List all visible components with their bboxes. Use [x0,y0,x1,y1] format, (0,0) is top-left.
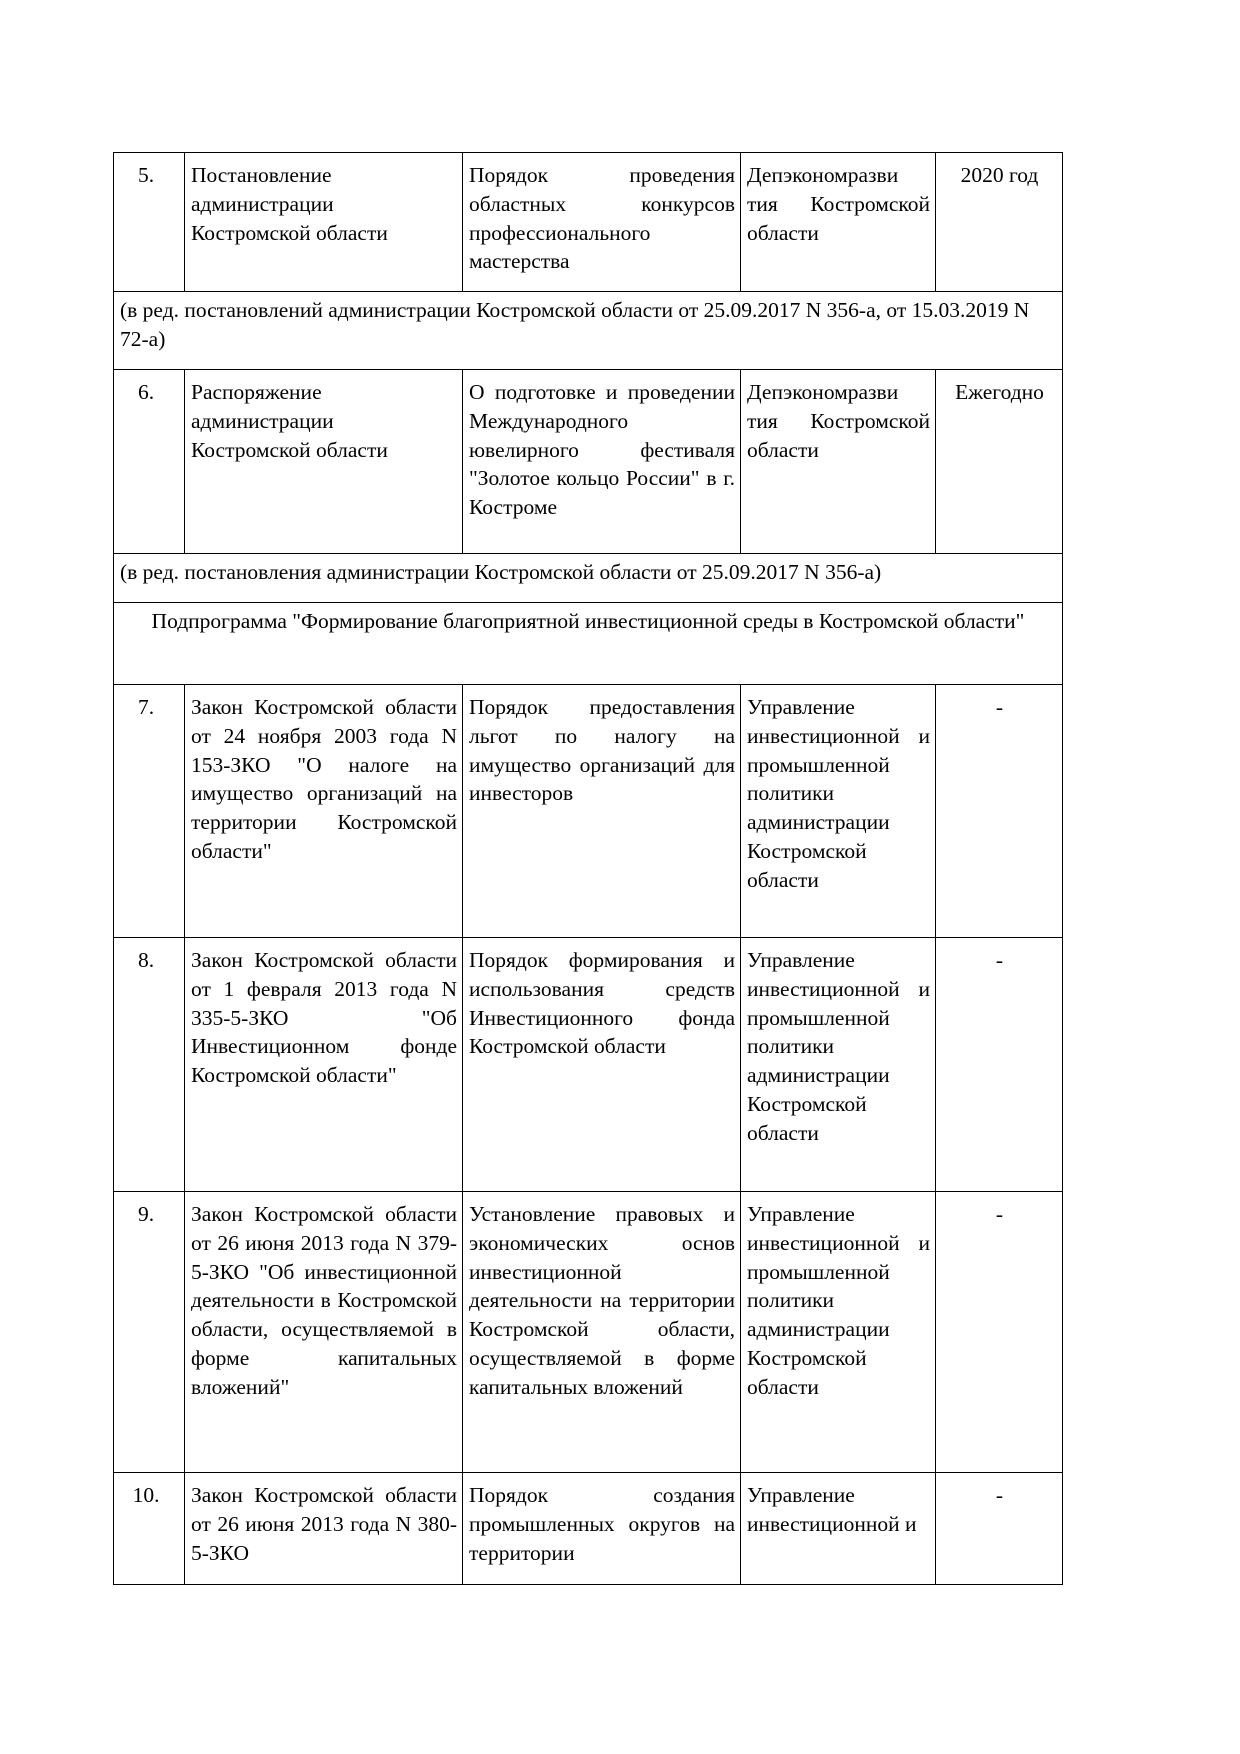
table-row [114,153,1063,292]
regulation-subject-cell: Порядок проведения областных конкурсов профессионального мастерства [463,153,741,292]
table-row [114,1192,1063,1473]
regulation-subject-cell: Установление правовых и экономических основ инвестиционной деятельности на территории Костромской области, осуществляемой в форме капитальных вложений [463,1192,741,1473]
term-cell: 2020 год [936,153,1063,292]
term-cell: - [936,1192,1063,1473]
table-row [114,685,1063,938]
amendment-note-row [114,554,1063,603]
amendment-note: (в ред. постановления администрации Костромской области от 25.09.2017 N 356-а) [114,554,1063,603]
term-cell: - [936,1473,1063,1585]
subprogram-title: Подпрограмма "Формирование благоприятной инвестиционной среды в Костромской области" [114,603,1063,685]
legal-act-cell: Постановление администрации Костромской области [185,153,463,292]
legal-act-cell: Закон Костромской области от 26 июня 2013 года N 379-5-ЗКО "Об инвестиционной деятельности в Костромской области, осуществляемой в форме капитальных вложений" [185,1192,463,1473]
responsible-body-cell: Депэкономразви тия Костромской области [741,370,936,554]
responsible-body-cell: Управление инвестиционной и [741,1473,936,1585]
regulation-subject-cell: Порядок формирования и использования средств Инвестиционного фонда Костромской области [463,938,741,1192]
term-cell: Ежегодно [936,370,1063,554]
responsible-body-cell: Депэкономразви тия Костромской области [741,153,936,292]
responsible-body-cell: Управление инвестиционной и промышленной политики администрации Костромской области [741,938,936,1192]
term-cell: - [936,685,1063,938]
regulation-subject-cell: Порядок создания промышленных округов на территории [463,1473,741,1585]
legal-act-cell: Закон Костромской области от 24 ноября 2003 года N 153-ЗКО "О налоге на имущество организаций на территории Костромской области" [185,685,463,938]
table-row [114,938,1063,1192]
table-row [114,1473,1063,1585]
regulation-subject-cell: Порядок предоставления льгот по налогу на имущество организаций для инвесторов [463,685,741,938]
row-number: 9. [114,1192,185,1473]
legal-act-cell: Закон Костромской области от 1 февраля 2013 года N 335-5-ЗКО "Об Инвестиционном фонде Костромской области" [185,938,463,1192]
row-number: 6. [114,370,185,554]
table-row [114,370,1063,554]
row-number: 5. [114,153,185,292]
row-number: 8. [114,938,185,1192]
term-cell: - [936,938,1063,1192]
responsible-body-cell: Управление инвестиционной и промышленной политики администрации Костромской области [741,685,936,938]
amendment-note: (в ред. постановлений администрации Костромской области от 25.09.2017 N 356-а, от 15.03.2019 N 72-а) [114,292,1063,370]
regulation-subject-cell: О подготовке и проведении Международного ювелирного фестиваля "Золотое кольцо России" в г. Костроме [463,370,741,554]
amendment-note-row [114,292,1063,370]
responsible-body-cell: Управление инвестиционной и промышленной политики администрации Костромской области [741,1192,936,1473]
row-number: 7. [114,685,185,938]
legal-act-cell: Закон Костромской области от 26 июня 2013 года N 380-5-ЗКО [185,1473,463,1585]
subprogram-header-row [114,603,1063,685]
legal-act-cell: Распоряжение администрации Костромской области [185,370,463,554]
legal-acts-table [113,152,1063,1585]
row-number: 10. [114,1473,185,1585]
